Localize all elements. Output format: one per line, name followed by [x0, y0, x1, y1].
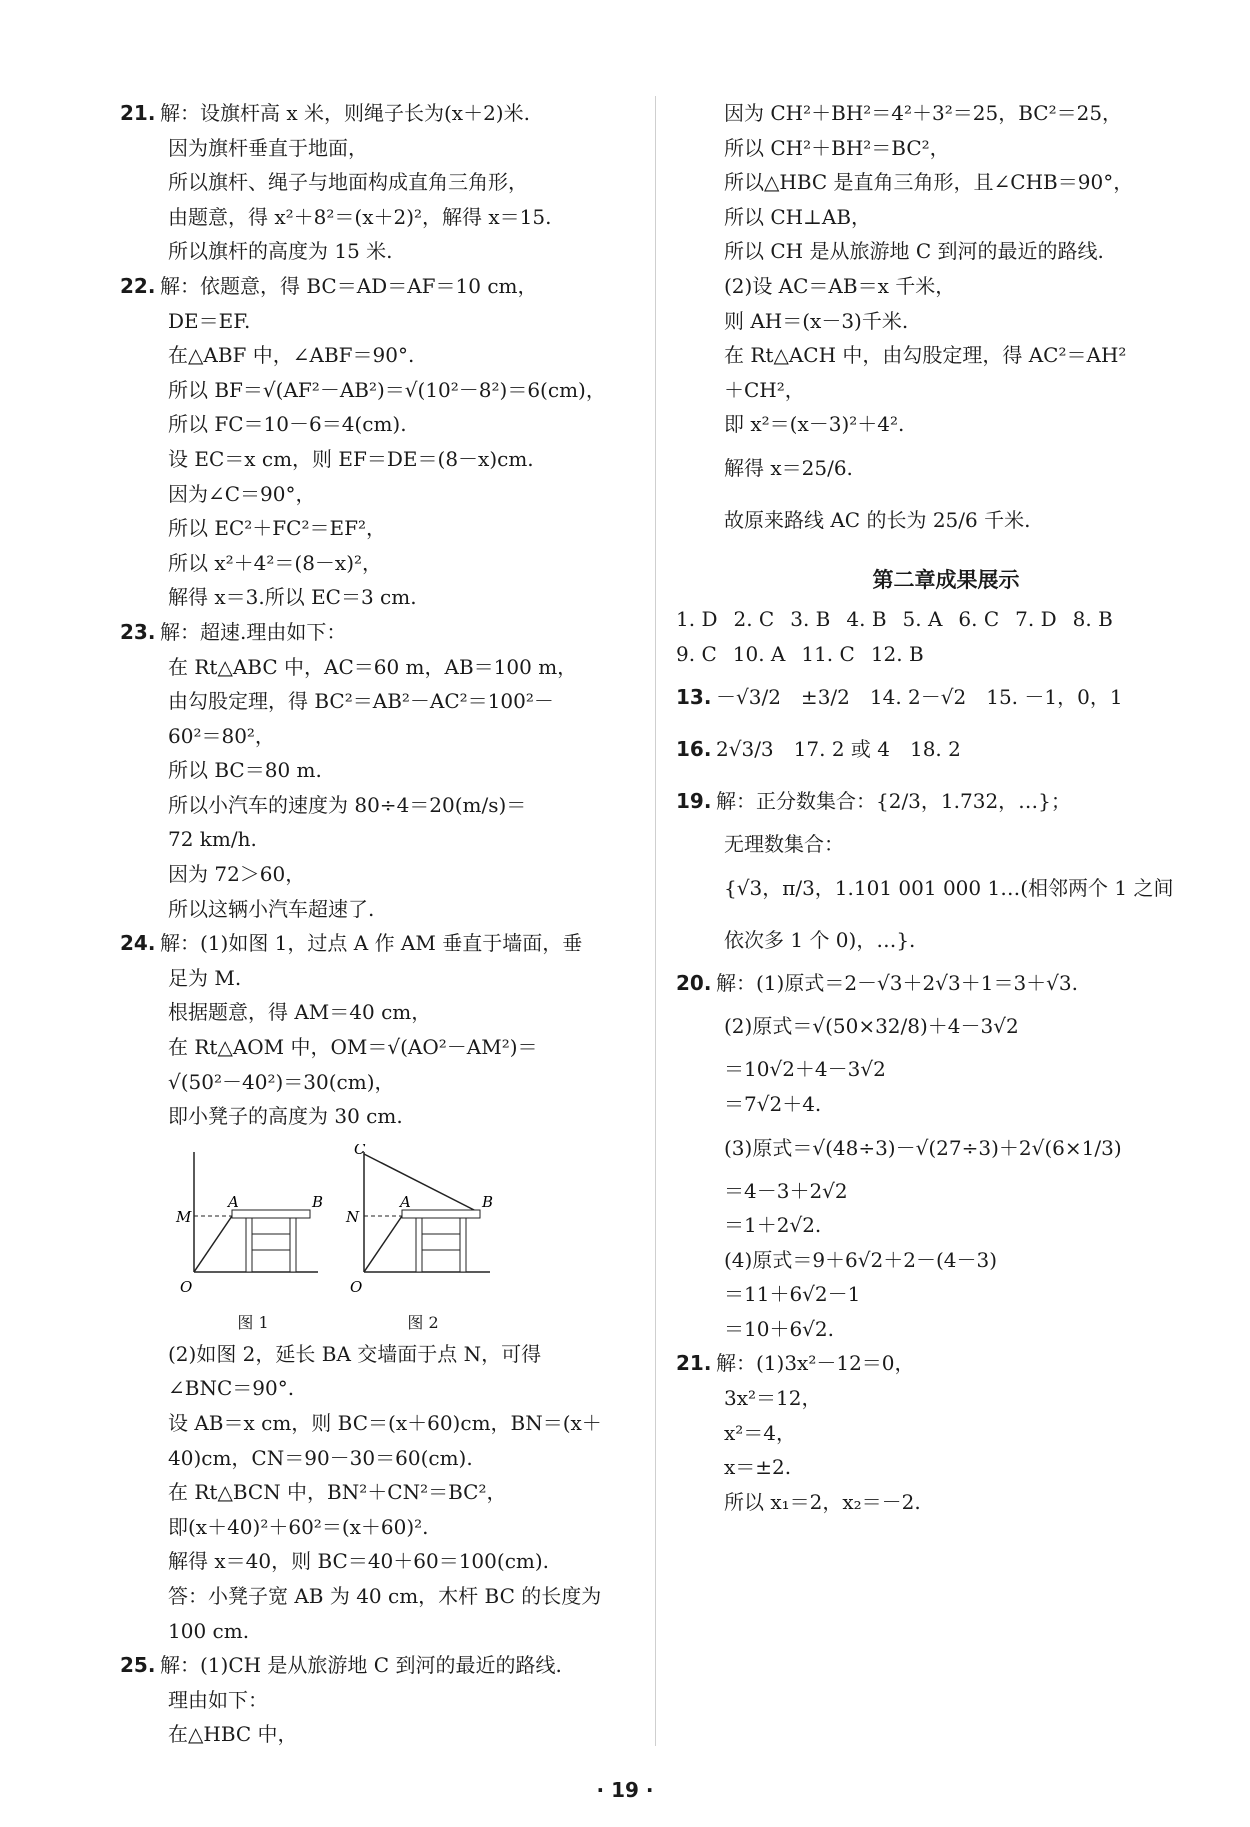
- item-number: 13.: [676, 685, 712, 710]
- label-O: O: [180, 1277, 193, 1296]
- right-lines: [676, 96, 1216, 546]
- item-number: 23.: [120, 619, 156, 644]
- text-line: [676, 338, 1216, 373]
- text-line: [676, 1416, 1216, 1451]
- text-line: [120, 477, 640, 512]
- label-C: C: [354, 1143, 366, 1158]
- text-line: [120, 1030, 640, 1065]
- line-text: 所以△HBC 是直角三角形，且∠CHB＝90°，: [724, 170, 1134, 195]
- text-line: [120, 511, 640, 546]
- left-lines: [120, 96, 640, 1134]
- text-line: [676, 131, 1216, 166]
- text-line: [676, 1000, 1216, 1052]
- text-line: [120, 1579, 640, 1614]
- text-line: [676, 827, 1216, 862]
- line-text: 解：(1)CH 是从旅游地 C 到河的最近的路线.: [160, 1653, 562, 1678]
- item-number: 22.: [120, 273, 156, 298]
- text-line: [120, 407, 640, 442]
- label-O2: O: [350, 1277, 363, 1296]
- line-text: 因为 CH²＋BH²＝4²＋3²＝25，BC²＝25，: [724, 101, 1123, 125]
- line-text: 解得 x＝25/6.: [724, 455, 853, 480]
- line-text: 解：设旗杆高 x 米，则绳子长为(x＋2)米.: [160, 101, 530, 125]
- text-line: [120, 442, 640, 477]
- text-line: [676, 671, 1216, 723]
- label-B2: B: [482, 1192, 494, 1211]
- line-text: 因为 72＞60，: [168, 862, 306, 887]
- text-line: [676, 494, 1216, 546]
- line-text: 所以小汽车的速度为 80÷4＝20(m/s)＝: [168, 792, 527, 817]
- figure-group: [168, 1144, 640, 1333]
- text-line: [120, 580, 640, 615]
- text-line: [120, 165, 640, 200]
- answers-row-1: [676, 602, 1216, 637]
- answer-item: 5. A: [902, 606, 943, 631]
- text-line: [676, 723, 1216, 775]
- text-line: [120, 269, 640, 304]
- text-line: [120, 961, 640, 996]
- line-text: x²＝4，: [724, 1420, 797, 1445]
- answer-item: 1. D: [676, 606, 718, 631]
- line-text: ∠BNC＝90°.: [168, 1376, 295, 1401]
- text-line: [676, 1381, 1216, 1416]
- answers-row-2: [676, 637, 1216, 672]
- item-number: 16.: [676, 737, 712, 762]
- page-number: · 19 ·: [596, 1778, 654, 1802]
- line-text: 故原来路线 AC 的长为 25/6 千米.: [724, 507, 1031, 532]
- text-line: [120, 995, 640, 1030]
- line-text: 由勾股定理，得 BC²＝AB²－AC²＝100²－: [168, 689, 554, 714]
- text-line: [120, 926, 640, 961]
- answer-item: 12. B: [870, 641, 924, 666]
- answer-item: 7. D: [1015, 606, 1057, 631]
- line-text: √(50²－40²)＝30(cm)，: [168, 1069, 395, 1094]
- stool-figures: [168, 1144, 508, 1304]
- line-text: (2)原式＝√(50×32/8)＋4－3√2: [724, 1014, 1019, 1039]
- text-line: [120, 615, 640, 650]
- answer-item: 8. B: [1072, 606, 1113, 631]
- line-text: 解：(1)如图 1，过点 A 作 AM 垂直于墙面，垂: [160, 931, 583, 956]
- text-line: [120, 373, 640, 408]
- line-text: 在 Rt△ABC 中，AC＝60 m，AB＝100 m，: [168, 654, 578, 679]
- answer-item: 3. B: [790, 606, 831, 631]
- text-line: [676, 165, 1216, 200]
- answer-item: 9. C: [676, 641, 717, 666]
- text-line: [120, 96, 640, 131]
- line-text: ＝4－3＋2√2: [724, 1178, 848, 1203]
- answer-item: 4. B: [846, 606, 887, 631]
- section-title: 第二章成果展示: [872, 567, 1020, 592]
- line-text: 60²＝80²，: [168, 723, 275, 748]
- text-line: [120, 1099, 640, 1134]
- text-line: [120, 1441, 640, 1476]
- line-text: 100 cm.: [168, 1618, 250, 1643]
- line-text: 所以 x²＋4²＝(8－x)²，: [168, 550, 383, 575]
- text-line: [676, 200, 1216, 235]
- item-number: 25.: [120, 1653, 156, 1678]
- line-text: 在△ABF 中，∠ABF＝90°.: [168, 343, 415, 368]
- text-line: [676, 1052, 1216, 1087]
- line-text: 设 EC＝x cm，则 EF＝DE＝(8－x)cm.: [168, 446, 534, 471]
- text-line: [676, 1243, 1216, 1278]
- line-text: 在 Rt△BCN 中，BN²＋CN²＝BC²，: [168, 1480, 507, 1505]
- left-column: [120, 96, 640, 1752]
- line-text: 解得 x＝3.所以 EC＝3 cm.: [168, 585, 417, 610]
- line-text: 所以旗杆、绳子与地面构成直角三角形，: [168, 170, 528, 195]
- line-text: 解：(1)原式＝2－√3＋2√3＋1＝3＋√3.: [716, 970, 1078, 995]
- text-line: [120, 892, 640, 927]
- line-text: 根据题意，得 AM＝40 cm，: [168, 1000, 432, 1025]
- line-text: 在 Rt△AOM 中，OM＝√(AO²－AM²)＝: [168, 1035, 538, 1060]
- item-number: 20.: [676, 970, 712, 995]
- text-line: [676, 373, 1216, 408]
- line-text: 所以 CH 是从旅游地 C 到河的最近的路线.: [724, 239, 1104, 264]
- figure-1: [175, 1152, 323, 1296]
- label-A2: A: [400, 1192, 411, 1211]
- text-line: [676, 269, 1216, 304]
- line-text: 所以 CH⊥AB，: [724, 204, 872, 229]
- line-text: 所以 CH²＋BH²＝BC²，: [724, 135, 950, 160]
- line-text: (2)设 AC＝AB＝x 千米，: [724, 273, 956, 298]
- text-line: [676, 914, 1216, 966]
- right-lines-2: [676, 671, 1216, 1519]
- answer-item: 10. A: [732, 641, 786, 666]
- line-text: ＝1＋2√2.: [724, 1213, 822, 1238]
- text-line: [120, 1510, 640, 1545]
- line-text: 理由如下：: [168, 1687, 268, 1712]
- text-line: [676, 1087, 1216, 1122]
- line-text: 设 AB＝x cm，则 BC＝(x＋60)cm，BN＝(x＋: [168, 1411, 602, 1435]
- text-line: [676, 862, 1216, 914]
- text-line: [120, 131, 640, 166]
- line-text: 所以旗杆的高度为 15 米.: [168, 239, 393, 264]
- text-line: [120, 1648, 640, 1683]
- text-line: [120, 1683, 640, 1718]
- item-number: 19.: [676, 789, 712, 814]
- text-line: [676, 96, 1216, 131]
- figure-2: [345, 1144, 493, 1296]
- text-line: [120, 1065, 640, 1100]
- text-line: [120, 1717, 640, 1752]
- line-text: {√3，π/3，1.101 001 000 1…(相邻两个 1 之间: [724, 875, 1174, 900]
- line-text: 40)cm，CN＝90－30＝60(cm).: [168, 1445, 473, 1470]
- text-line: [676, 775, 1216, 827]
- line-text: 因为∠C＝90°，: [168, 481, 316, 506]
- line-text: 所以 EC²＋FC²＝EF²，: [168, 516, 386, 541]
- line-text: ＋CH²，: [724, 377, 805, 402]
- line-text: 所以 x₁＝2，x₂＝－2.: [724, 1489, 921, 1514]
- text-line: [676, 1312, 1216, 1347]
- line-text: 由题意，得 x²＋8²＝(x＋2)²，解得 x＝15.: [168, 204, 552, 229]
- text-line: [120, 1614, 640, 1649]
- text-line: [120, 684, 640, 719]
- line-text: 无理数集合：: [724, 832, 844, 857]
- line-text: 依次多 1 个 0)，…}.: [724, 927, 916, 952]
- line-text: 所以 BC＝80 m.: [168, 758, 322, 783]
- text-line: [676, 1277, 1216, 1312]
- line-text: ＝10√2＋4－3√2: [724, 1057, 886, 1082]
- label-A: A: [228, 1192, 239, 1211]
- column-divider: [655, 96, 656, 1746]
- line-text: 在 Rt△ACH 中，由勾股定理，得 AC²＝AH²: [724, 343, 1127, 368]
- line-text: 所以 BF＝√(AF²－AB²)＝√(10²－8²)＝6(cm)，: [168, 377, 606, 402]
- figure-1-caption: 图 1: [237, 1312, 269, 1332]
- line-text: 解：正分数集合：{2/3，1.732，…}；: [716, 789, 1071, 814]
- text-line: [676, 442, 1216, 494]
- line-text: (2)如图 2，延长 BA 交墙面于点 N，可得: [168, 1341, 542, 1366]
- text-line: [120, 822, 640, 857]
- text-line: [120, 338, 640, 373]
- line-text: 解得 x＝40，则 BC＝40＋60＝100(cm).: [168, 1549, 550, 1574]
- text-line: [120, 1475, 640, 1510]
- text-line: [676, 1485, 1216, 1520]
- line-text: ＝7√2＋4.: [724, 1091, 822, 1116]
- text-line: [676, 407, 1216, 442]
- answer-item: 11. C: [801, 641, 855, 666]
- text-line: [120, 719, 640, 754]
- line-text: 即小凳子的高度为 30 cm.: [168, 1104, 403, 1129]
- line-text: 72 km/h.: [168, 827, 257, 852]
- text-line: [676, 1346, 1216, 1381]
- text-line: [676, 1122, 1216, 1174]
- line-text: 即(x＋40)²＋60²＝(x＋60)².: [168, 1514, 429, 1539]
- text-line: [120, 1406, 640, 1441]
- label-N: N: [346, 1207, 360, 1226]
- line-text: 即 x²＝(x－3)²＋4².: [724, 412, 905, 437]
- item-number: 21.: [676, 1351, 712, 1376]
- line-text: 解：(1)3x²－12＝0，: [716, 1351, 915, 1376]
- line-text: x＝±2.: [724, 1455, 792, 1480]
- line-text: (4)原式＝9＋6√2＋2－(4－3): [724, 1247, 998, 1272]
- label-M: M: [176, 1207, 192, 1226]
- text-line: [120, 234, 640, 269]
- line-text: 足为 M.: [168, 965, 242, 990]
- line-text: 则 AH＝(x－3)千米.: [724, 308, 909, 333]
- text-line: [120, 857, 640, 892]
- text-line: [676, 1450, 1216, 1485]
- left-lines-2: [120, 1337, 640, 1752]
- line-text: 在△HBC 中，: [168, 1722, 298, 1747]
- text-line: [120, 1371, 640, 1406]
- line-text: 解：依题意，得 BC＝AD＝AF＝10 cm，: [160, 273, 538, 298]
- line-text: －√3/2 ±3/2 14. 2－√2 15. －1，0，1: [716, 685, 1123, 710]
- answer-item: 6. C: [958, 606, 1000, 631]
- text-line: [120, 1337, 640, 1372]
- text-line: [676, 1208, 1216, 1243]
- line-text: 2√3/3 17. 2 或 4 18. 2: [716, 737, 961, 762]
- answer-item: 2. C: [733, 606, 775, 631]
- line-text: 所以这辆小汽车超速了.: [168, 896, 375, 921]
- text-line: [676, 304, 1216, 339]
- line-text: 答：小凳子宽 AB 为 40 cm，木杆 BC 的长度为: [168, 1583, 602, 1608]
- label-B: B: [312, 1192, 324, 1211]
- item-number: 21.: [120, 101, 156, 125]
- text-line: [676, 234, 1216, 269]
- line-text: 因为旗杆垂直于地面，: [168, 135, 368, 160]
- line-text: DE＝EF.: [168, 308, 251, 333]
- text-line: [120, 200, 640, 235]
- line-text: 解：超速.理由如下：: [160, 619, 347, 644]
- text-line: [120, 650, 640, 685]
- text-line: [120, 1544, 640, 1579]
- line-text: 所以 FC＝10－6＝4(cm).: [168, 412, 407, 437]
- line-text: 3x²＝12，: [724, 1386, 822, 1411]
- text-line: [120, 753, 640, 788]
- text-line: [120, 304, 640, 339]
- figure-2-caption: 图 2: [407, 1312, 439, 1332]
- right-column: [676, 96, 1216, 1519]
- text-line: [120, 546, 640, 581]
- text-line: [676, 1174, 1216, 1209]
- line-text: ＝11＋6√2－1: [724, 1282, 861, 1307]
- item-number: 24.: [120, 931, 156, 956]
- line-text: (3)原式＝√(48÷3)－√(27÷3)＋2√(6×1/3): [724, 1135, 1122, 1160]
- text-line: [676, 966, 1216, 1001]
- text-line: [120, 788, 640, 823]
- line-text: ＝10＋6√2.: [724, 1316, 834, 1341]
